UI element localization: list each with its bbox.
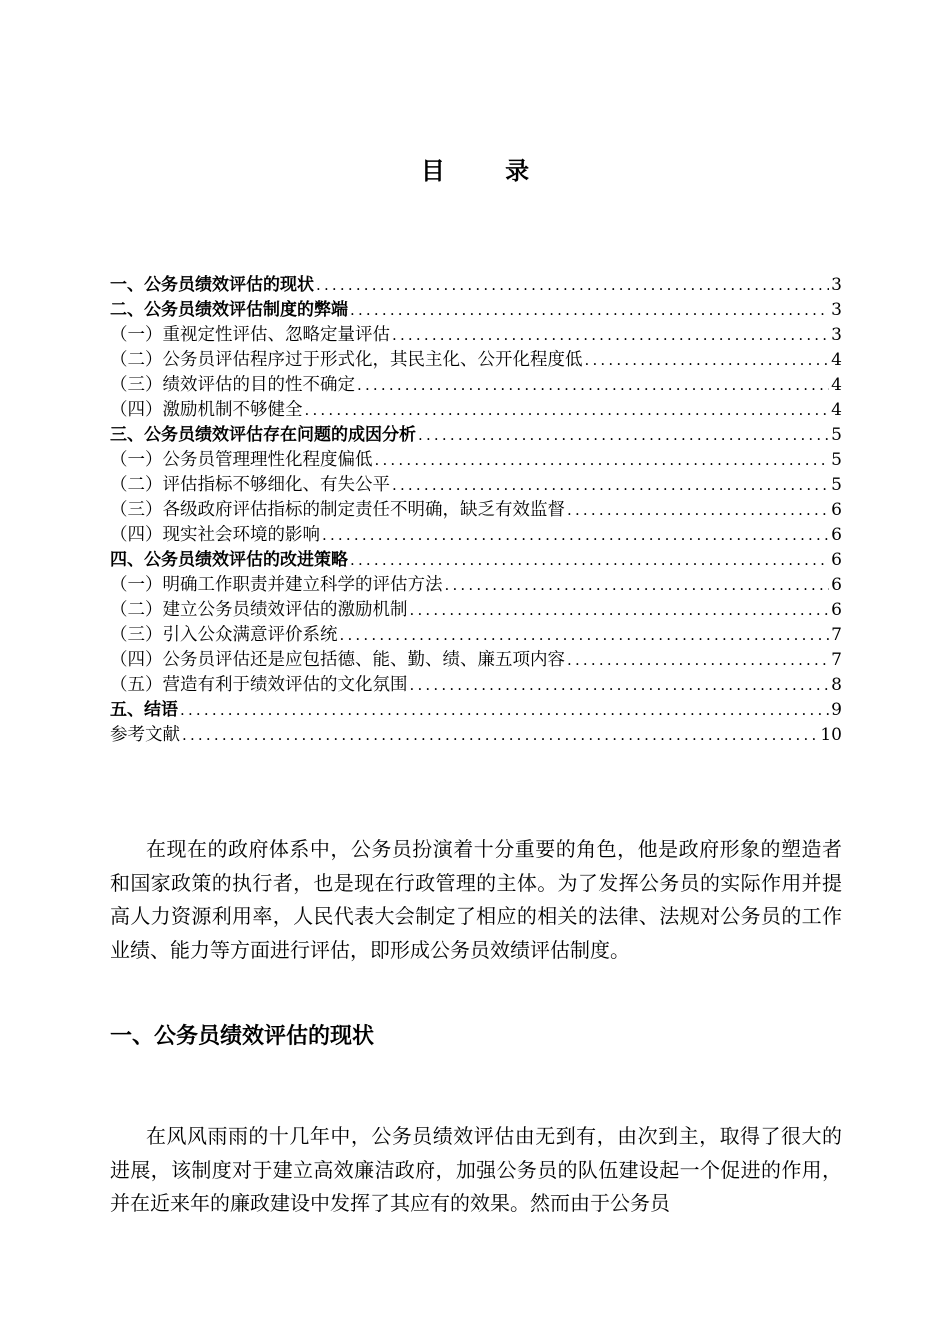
toc-entry[interactable] — [110, 648, 842, 673]
toc-entry-label: （二）公务员评估程序过于形式化，其民主化、公开化程度低 — [110, 350, 583, 370]
toc-entry-page: 9 — [831, 700, 842, 720]
toc-entry-label: （一）公务员管理理性化程度偏低 — [110, 450, 373, 470]
toc-entry[interactable] — [110, 398, 842, 423]
toc-leader-dots — [375, 448, 830, 473]
toc-entry[interactable] — [110, 273, 842, 298]
toc-entry-page: 6 — [831, 600, 842, 620]
toc-entry[interactable] — [110, 548, 842, 573]
toc-entry[interactable] — [110, 348, 842, 373]
toc-entry-page: 3 — [831, 300, 842, 320]
toc-leader-dots — [180, 698, 829, 723]
toc-leader-dots — [350, 298, 829, 323]
toc-entry[interactable] — [110, 323, 842, 348]
toc-entry[interactable] — [110, 423, 842, 448]
toc-entry[interactable] — [110, 698, 842, 723]
toc-entry[interactable] — [110, 723, 842, 748]
toc-entry-label: （五）营造有利于绩效评估的文化氛围 — [110, 675, 408, 695]
toc-entry[interactable] — [110, 298, 842, 323]
toc-entry-page: 6 — [831, 525, 842, 545]
toc-leader-dots — [392, 473, 829, 498]
toc-entry-page: 7 — [831, 625, 842, 645]
toc-entry-label: 五、结语 — [110, 700, 178, 720]
toc-entry-page: 5 — [831, 425, 842, 445]
toc-entry-label: （二）建立公务员绩效评估的激励机制 — [110, 600, 408, 620]
toc-leader-dots — [322, 523, 829, 548]
toc-entry[interactable] — [110, 598, 842, 623]
toc-entry-label: 一、公务员绩效评估的现状 — [110, 275, 314, 295]
toc-entry-label: （四）激励机制不够健全 — [110, 400, 303, 420]
toc-entry-page: 5 — [831, 450, 842, 470]
toc-leader-dots — [350, 548, 829, 573]
toc-entry-page: 8 — [831, 675, 842, 695]
toc-leader-dots — [182, 723, 818, 748]
intro-paragraph: 在现在的政府体系中，公务员扮演着十分重要的角色，他是政府形象的塑造者和国家政策的执行者，也是现在行政管理的主体。为了发挥公务员的实际作用并提高人力资源利用率，人民代表大会制定了相应的相关的法律、法规对公务员的工作业绩、能力等方面进行评估，即形成公务员效绩评估制度。 — [110, 837, 842, 962]
toc-entry[interactable] — [110, 448, 842, 473]
toc-leader-dots — [445, 573, 830, 598]
toc-title: 目 录 — [420, 157, 556, 185]
toc-entry-page: 7 — [831, 650, 842, 670]
toc-leader-dots — [357, 373, 829, 398]
toc-leader-dots — [410, 673, 830, 698]
toc-leader-dots — [305, 398, 830, 423]
toc-entry-page: 4 — [831, 400, 842, 420]
toc-entry[interactable] — [110, 623, 842, 648]
toc-leader-dots — [340, 623, 830, 648]
toc-entry-label: （一）重视定性评估、忽略定量评估 — [110, 325, 390, 345]
toc-entry[interactable] — [110, 673, 842, 698]
toc-entry-page: 6 — [831, 550, 842, 570]
toc-leader-dots — [567, 498, 829, 523]
toc-entry-page: 10 — [820, 725, 842, 745]
toc-entry-label: （四）现实社会环境的影响 — [110, 525, 320, 545]
toc-entry-label: 参考文献 — [110, 725, 180, 745]
toc-entry-page: 4 — [831, 375, 842, 395]
toc-entry-page: 6 — [831, 575, 842, 595]
toc-entry-page: 3 — [831, 325, 842, 345]
toc-entry-label: （三）绩效评估的目的性不确定 — [110, 375, 355, 395]
toc-entry-label: （二）评估指标不够细化、有失公平 — [110, 475, 390, 495]
toc-entry-label: （四）公务员评估还是应包括德、能、勤、绩、廉五项内容 — [110, 650, 565, 670]
toc-leader-dots — [410, 598, 830, 623]
toc-entry-label: （三）各级政府评估指标的制定责任不明确，缺乏有效监督 — [110, 500, 565, 520]
toc-entry[interactable] — [110, 573, 842, 598]
toc-entry-label: （三）引入公众满意评价系统 — [110, 625, 338, 645]
toc-leader-dots — [567, 648, 829, 673]
toc-entry[interactable] — [110, 473, 842, 498]
toc-entry[interactable] — [110, 498, 842, 523]
toc-entry-label: （一）明确工作职责并建立科学的评估方法 — [110, 575, 443, 595]
toc-leader-dots — [585, 348, 830, 373]
toc-leader-dots — [392, 323, 829, 348]
table-of-contents — [110, 273, 842, 748]
section-heading: 一、公务员绩效评估的现状 — [110, 1024, 375, 1049]
toc-entry-page: 6 — [831, 500, 842, 520]
toc-entry-page: 4 — [831, 350, 842, 370]
toc-entry-page: 5 — [831, 475, 842, 495]
toc-leader-dots — [418, 423, 829, 448]
toc-entry-label: 二、公务员绩效评估制度的弊端 — [110, 300, 348, 320]
toc-leader-dots — [316, 273, 829, 298]
section-paragraph: 在风风雨雨的十几年中，公务员绩效评估由无到有，由次到主，取得了很大的进展，该制度对于建立高效廉洁政府，加强公务员的队伍建设起一个促进的作用，并在近来年的廉政建设中发挥了其应有的效果。然而由于公务员 — [110, 1124, 842, 1215]
toc-entry-label: 三、公务员绩效评估存在问题的成因分析 — [110, 425, 416, 445]
toc-entry[interactable] — [110, 523, 842, 548]
toc-entry[interactable] — [110, 373, 842, 398]
toc-entry-label: 四、公务员绩效评估的改进策略 — [110, 550, 348, 570]
toc-entry-page: 3 — [831, 275, 842, 295]
